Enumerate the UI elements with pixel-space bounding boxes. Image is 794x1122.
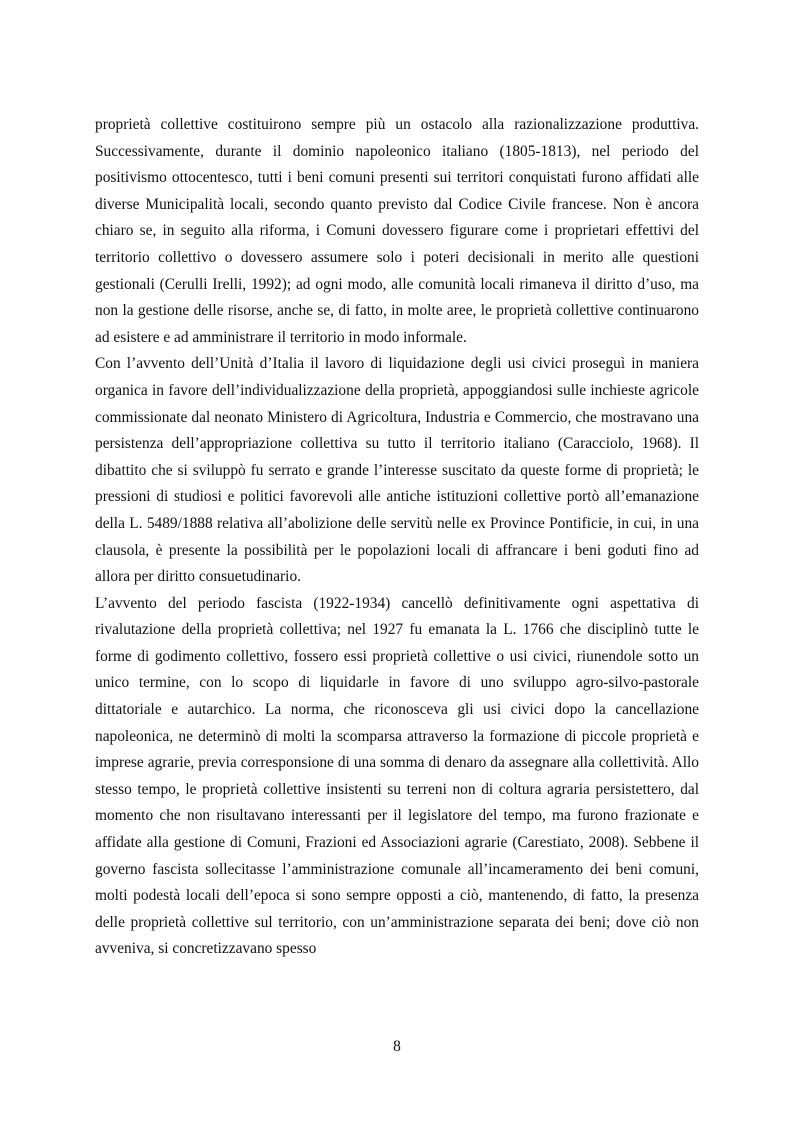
paragraph-napoleonic-period: proprietà collettive costituirono sempre più un ostacolo alla razionalizzazione produttiva. Successivamente, durante il dominio napoleonico italiano (1805-1813), nel periodo del positivismo ottocentesco, tutti i beni comuni presenti sui territori conquistati furono affidati alle diverse Municipalità locali, secondo quanto previsto dal Codice Civile francese. Non è ancora chiaro se, in seguito alla riforma, i Comuni dovessero figurare come i proprietari effettivi del territorio collettivo o dovessero assumere solo i poteri decisionali in merito alle questioni gestionali (Cerulli Irelli, 1992); ad ogni modo, alle comunità locali rimaneva il diritto d’uso, ma non la gestione delle risorse, anche se, di fatto, in molte aree, le proprietà collettive continuarono ad esistere e ad amministrare il territorio in modo informale.: [95, 116, 699, 346]
paragraph-unita-italia: Con l’avvento dell’Unità d’Italia il lavoro di liquidazione degli usi civici proseguì in maniera organica in favore dell’individualizzazione della proprietà, appoggiandosi sulle inchieste agricole commissionate dal neonato Ministero di Agricoltura, Industria e Commercio, che mostravano una persistenza dell’appropriazione collettiva su tutto il territorio italiano (Caracciolo, 1968). Il dibattito che si sviluppò fu serrato e grande l’interesse suscitato da queste forme di proprietà; le pressioni di studiosi e politici favorevoli alle antiche istituzioni collettive portò all’emanazione della L. 5489/1888 relativa all’abolizione delle servitù nelle ex Province Pontificie, in cui, in una clausola, è presente la possibilità per le popolazioni locali di affrancare i beni goduti fino ad allora per diritto consuetudinario.: [95, 355, 699, 586]
page-body: [95, 112, 699, 963]
page-number: 8: [393, 1038, 401, 1055]
paragraph-fascist-period: L’avvento del periodo fascista (1922-1934) cancellò definitivamente ogni aspettativa di rivalutazione della proprietà collettiva; nel 1927 fu emanata la L. 1766 che disciplinò tutte le forme di godimento collettivo, fossero essi proprietà collettive o usi civici, riunendole sotto un unico termine, con lo scopo di liquidarle in favore di uno sviluppo agro-silvo-pastorale dittatoriale e autarchico. La norma, che riconosceva gli usi civici dopo la cancellazione napoleonica, ne determinò di molti la scomparsa attraverso la formazione di piccole proprietà e imprese agrarie, previa corresponsione di una somma di denaro da assegnare alla collettività. Allo stesso tempo, le proprietà collettive insistenti su terreni non di coltura agraria persistettero, dal momento che non risultavano interessanti per il legislatore del tempo, ma furono frazionate e affidate alla gestione di Comuni, Frazioni ed Associazioni agrarie (Carestiato, 2008). Sebbene il governo fascista sollecitasse l’amministrazione comunale all’incameramento dei beni comuni, molti podestà locali dell’epoca si sono sempre opposti a ciò, mantenendo, di fatto, la presenza delle proprietà collettive sul territorio, con un’amministrazione separata dei beni; dove ciò non avveniva, si concretizzavano spesso: [95, 594, 699, 958]
